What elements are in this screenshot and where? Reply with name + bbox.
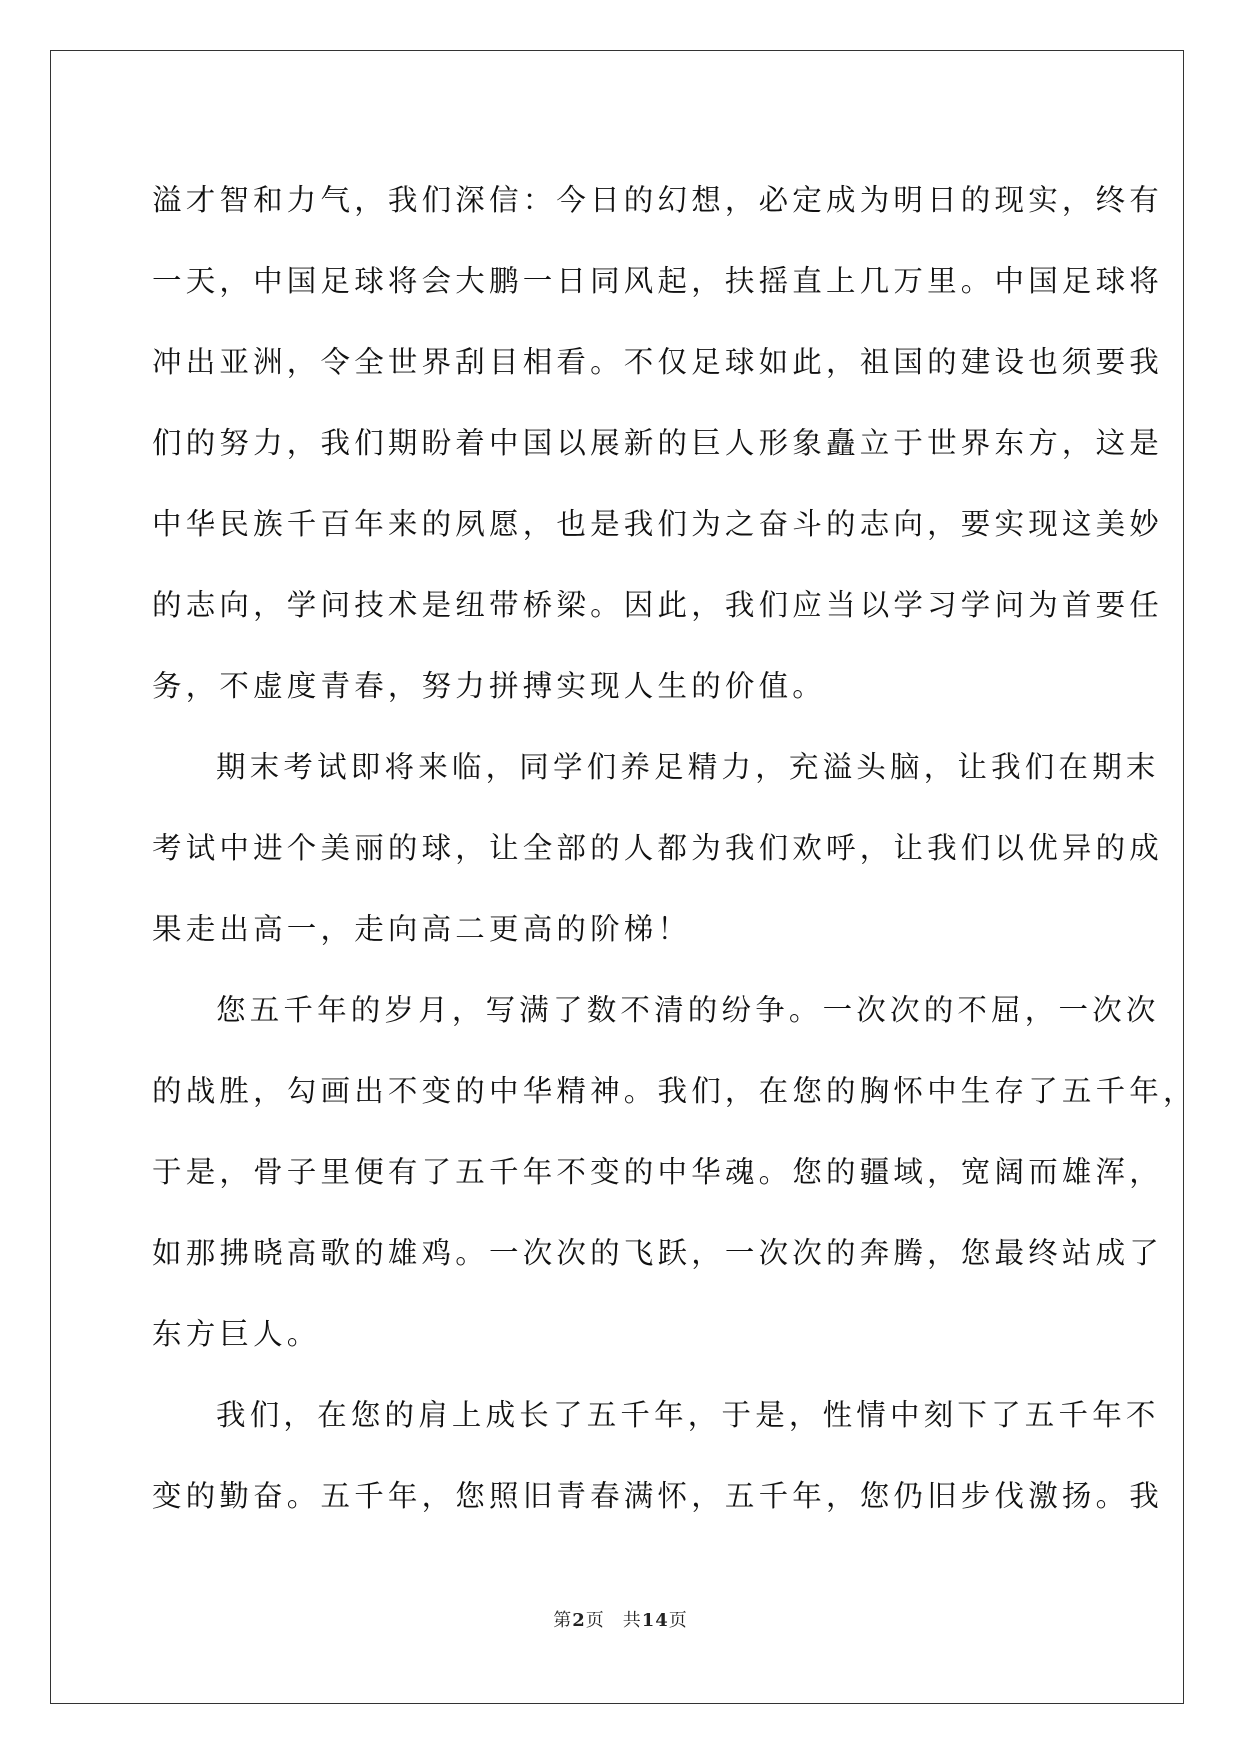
total-pages: 14	[641, 1610, 669, 1631]
paragraph-start-line: 期末考试即将来临，同学们养足精力，充溢头脑，让我们在期末	[216, 750, 1160, 784]
text-line: 一天，中国足球将会大鹏一日同风起，扶摇直上几万里。中国足球将	[152, 264, 1164, 298]
text-line: 务，不虚度青春，努力拼搏实现人生的价值。	[152, 669, 827, 703]
text-line: 溢才智和力气，我们深信：今日的幻想，必定成为明日的现实，终有	[152, 183, 1164, 217]
text-line: 们的努力，我们期盼着中国以展新的巨人形象矗立于世界东方，这是	[152, 426, 1164, 460]
text-line: 中华民族千百年来的夙愿，也是我们为之奋斗的志向，要实现这美妙	[152, 507, 1164, 541]
page-number-prefix: 第	[553, 1610, 573, 1631]
text-line: 的志向，学问技术是纽带桥梁。因此，我们应当以学习学问为首要任	[152, 588, 1164, 622]
total-pages-prefix: 共	[622, 1610, 642, 1631]
text-line: 考试中进个美丽的球，让全部的人都为我们欢呼，让我们以优异的成	[152, 831, 1164, 865]
document-body	[152, 160, 1197, 1537]
page-footer	[0, 1606, 1241, 1632]
text-line: 冲出亚洲，令全世界刮目相看。不仅足球如此，祖国的建设也须要我	[152, 345, 1164, 379]
text-line: 变的勤奋。五千年，您照旧青春满怀，五千年，您仍旧步伐激扬。我	[152, 1479, 1164, 1513]
paragraph-start-line: 我们，在您的肩上成长了五千年，于是，性情中刻下了五千年不	[216, 1398, 1160, 1432]
text-line: 如那拂晓高歌的雄鸡。一次次的飞跃，一次次的奔腾，您最终站成了	[152, 1236, 1164, 1270]
text-line: 东方巨人。	[152, 1317, 321, 1351]
text-line: 于是，骨子里便有了五千年不变的中华魂。您的疆域，宽阔而雄浑，	[152, 1155, 1164, 1189]
page-number-suffix: 页	[585, 1610, 605, 1631]
text-line: 的战胜，勾画出不变的中华精神。我们，在您的胸怀中生存了五千年，	[152, 1074, 1197, 1108]
total-pages-suffix: 页	[668, 1610, 688, 1631]
text-line: 果走出高一，走向高二更高的阶梯！	[152, 912, 692, 946]
paragraph-start-line: 您五千年的岁月，写满了数不清的纷争。一次次的不屈，一次次	[216, 993, 1160, 1027]
page-number: 2	[572, 1610, 586, 1631]
